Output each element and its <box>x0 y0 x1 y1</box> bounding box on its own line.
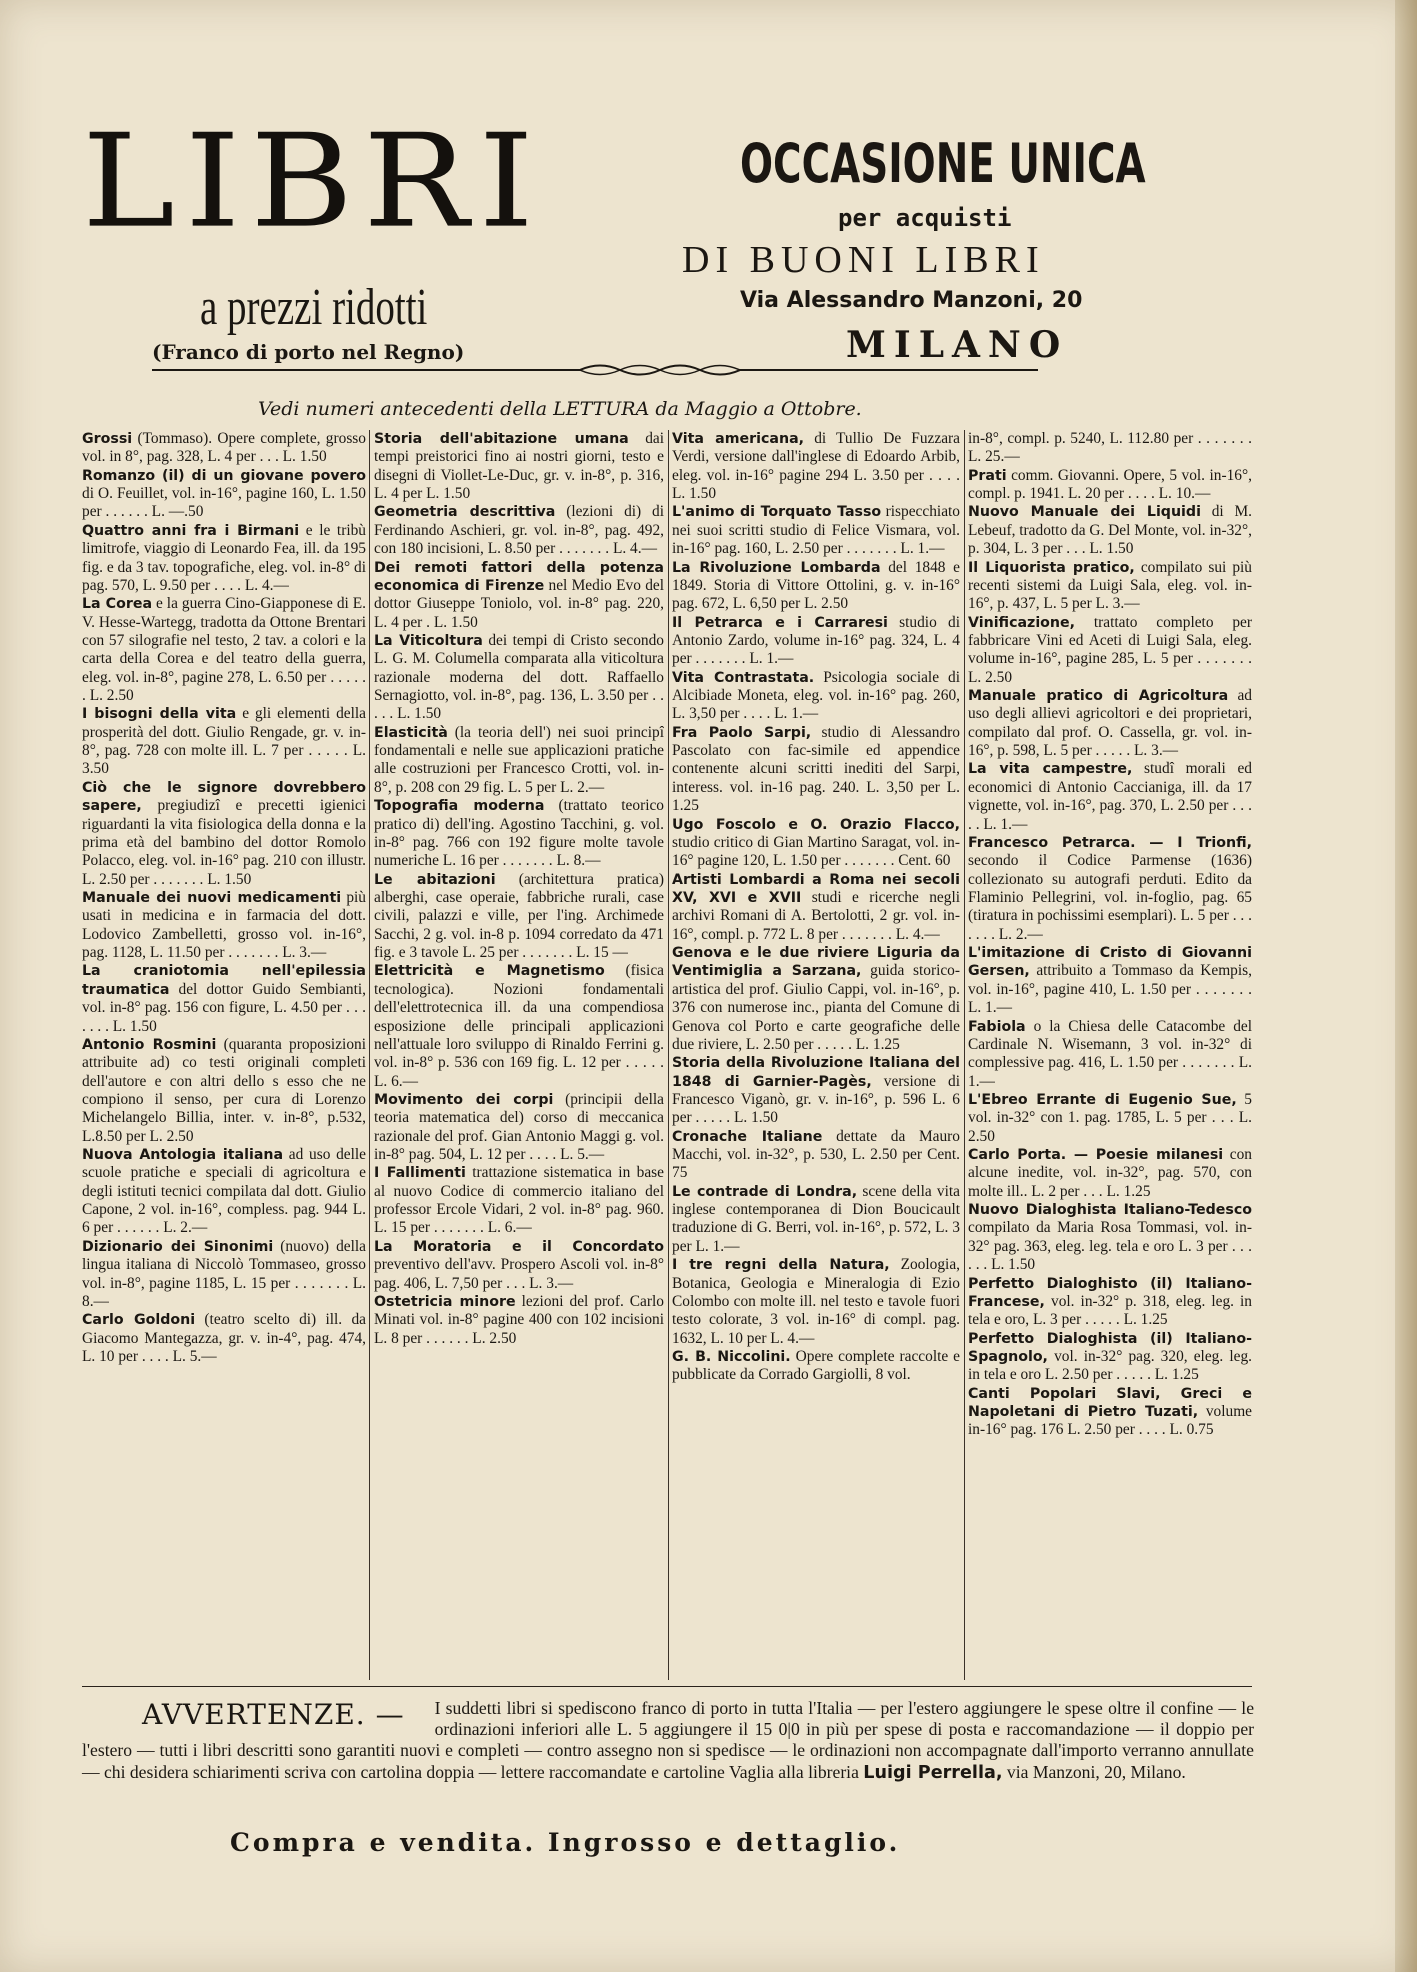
book-title: Il Petrarca e i Carraresi <box>672 614 888 631</box>
column-3 <box>672 430 960 1678</box>
book-entry <box>968 1330 1252 1385</box>
book-entry <box>672 1128 960 1183</box>
book-entry <box>672 944 960 1054</box>
book-description: compilato da Maria Rosa Tommasi, vol. in-32° pag. 363, eleg. leg. tela e oro L. 3 per . . . . . . L. 1.50 <box>968 1219 1252 1274</box>
book-entry <box>968 430 1252 467</box>
book-entry <box>672 669 960 724</box>
book-entry <box>374 1293 664 1348</box>
book-description: dei tempi di Cristo secondo L. G. M. Columella comparata alla viticoltura razionale moderna del dott. Raffaello Sernagiotto, vol. in-8°, pag. 136, L. 3.50 per . . . . . L. 1.50 <box>374 631 664 723</box>
book-description: studio di Antonio Zardo, volume in-16° pag. 324, L. 4 per . . . . . . . L. 1.— <box>672 613 960 668</box>
book-description: dettate da Mauro Macchi, vol. in-32°, p. 530, L. 2.50 per Cent. 75 <box>672 1127 960 1182</box>
book-entry <box>968 1091 1252 1146</box>
ornament-divider <box>580 359 740 381</box>
book-description: (principii della teoria matematica del) corso di meccanica razionale del prof. Gian Antonio Maggi g. vol. in-8° pag. 504, L. 12 per . . . . L. 5.— <box>374 1090 664 1164</box>
book-description: attribuito a Tommaso da Kempis, vol. in-16°, pagine 410, L. 1.50 per . . . . . . . L. 1.— <box>968 962 1252 1017</box>
book-title: La Corea <box>82 596 153 613</box>
book-description: ad uso delle scuole pratiche e speciali di agricoltura e degli istituti tecnici compilata dal dott. Giulio Capone, 2 vol. in-16°, compless. pag. 944 L. 6 per . . . . . . L. 2.— <box>82 1146 366 1237</box>
book-entry <box>672 871 960 944</box>
book-entry <box>968 467 1252 504</box>
book-entry <box>82 1036 366 1146</box>
column-divider <box>668 430 669 1680</box>
book-entry <box>374 430 664 503</box>
book-title: Il Liquorista pratico, <box>968 559 1135 576</box>
book-entry <box>82 705 366 778</box>
compra-vendita: Compra e vendita. Ingrosso e dettaglio. <box>230 1828 901 1857</box>
book-description: di O. Feuillet, vol. in-16°, pagine 160, L. 1.50 per . . . . . . L. —.50 <box>82 485 366 521</box>
book-description: (architettura pratica) alberghi, case operaie, fabbriche rurali, case civili, palazzi e ville, per l'ing. Archimede Sacchi, 2 g. vol. in-8 p. 1094 corredato da 471 fig. e 3 tavole L. 25 per . . . . . . . L. 15 — <box>374 870 664 962</box>
book-description: studi e ricerche negli archivi Romani di A. Bertolotti, 2 gr. vol. in-16°, compl. p. 772 L. 8 per . . . . . . . L. 4.— <box>672 888 960 943</box>
book-entry <box>374 503 664 558</box>
book-description: ad uso degli allievi agricoltori e dei proprietari, compilato dal prof. O. Cassella, gr. vol. in-16°, p. 598, L. 5 per . . . . . L. 3.— <box>968 687 1252 760</box>
book-entry <box>968 1146 1252 1201</box>
book-entry <box>374 1164 664 1237</box>
book-entry <box>672 614 960 669</box>
book-entry <box>968 503 1252 558</box>
page-fold-edge <box>1395 0 1417 1972</box>
book-title: Fra Paolo Sarpi, <box>672 724 812 741</box>
book-entry <box>672 503 960 558</box>
book-description: (teatro scelto di) ill. da Giacomo Mantegazza, gr. v. in-4°, pag. 474, L. 10 per . . . . L. 5.— <box>82 1311 366 1365</box>
book-description: studio di Alessandro Pascolato con fac-simile ed appendice contenente alcuni scritti inediti del Sarpi, interess. vol. in-16 pag. 240. L. 3,50 per L. 1.25 <box>672 723 960 815</box>
book-title: Quattro anni fra i Birmani <box>82 522 300 539</box>
bottom-rule <box>82 1686 1252 1687</box>
book-description: con alcune inedite, vol. in-32°, pag. 570, con molte ill.. L. 2 per . . . L. 1.25 <box>968 1146 1252 1200</box>
book-entry <box>968 834 1252 944</box>
book-entry <box>82 1146 366 1238</box>
book-title: Movimento dei corpi <box>374 1091 554 1108</box>
avvertenze-block <box>82 1698 1254 1784</box>
book-description: Psicologia sociale di Alcibiade Moneta, eleg. vol. in-16° pag. 260, L. 3,50 per . . . . L. 1.— <box>672 668 960 723</box>
book-description: studio critico di Gian Martino Saragat, vol. in-16° pagine 120, L. 1.50 per . . . . . . . Cent. 60 <box>672 833 960 870</box>
masthead-franco: (Franco di porto nel Regno) <box>152 340 465 364</box>
book-entry <box>968 614 1252 687</box>
avvertenze-text-a: I suddetti libri si spediscono franco di porto in tutta l'Italia — per l'estero aggiungere le spese oltre il confine — le ordinazioni inferiori alle L. 5 aggiungere il 15 0|0 in più per spese di posta e raccomandazione — il doppio per l'estero — tutti i libri descritti sono garantiti nuovi e completi — contro assegno non si spedisce — le ordinazioni non accompagnate dall'importo verranno annullate — chi desidera schiarimenti scriva con cartolina doppia — lettere raccomandate e cartoline Vaglia alla libreria <box>82 1698 1254 1782</box>
book-title: Perfetto Dialoghisto (il) Italiano-Francese, <box>968 1275 1252 1310</box>
book-entry <box>968 687 1252 760</box>
book-title: Ostetricia minore <box>374 1293 516 1310</box>
book-entry <box>374 559 664 632</box>
book-entry <box>672 724 960 816</box>
book-title: Genova e le due riviere Liguria da Ventimiglia a Sarzana, <box>672 945 960 980</box>
book-entry <box>82 1238 366 1311</box>
book-title: Artisti Lombardi a Roma nei secoli XV, XVI e XVII <box>672 871 960 906</box>
book-description: o la Chiesa delle Catacombe del Cardinale N. Wisemann, 3 vol. in-32° di complessive pag. 416, L. 1.50 per . . . . . . . L. 1.— <box>968 1017 1252 1090</box>
book-title: L'imitazione di Cristo di Giovanni Gersen, <box>968 945 1252 980</box>
book-description: studî morali ed economici di Antonio Caccianiga, ill. da 17 vignette, vol. in-16°, pag. 370, L. 2.50 per . . . . . L. 1.— <box>968 760 1252 833</box>
book-title: La craniotomia nell'epilessia traumatica <box>82 963 366 998</box>
book-description: scene della vita inglese contemporanea di Dion Boucicault traduzione di G. Berri, vol. in-16°, p. 572, L. 3 per L. 1.— <box>672 1182 960 1255</box>
book-description: (nuovo) della lingua italiana di Niccolò Tommaseo, grosso vol. in-8°, pagine 1185, L. 15 per . . . . . . . L. 8.— <box>82 1237 366 1310</box>
book-title: Geometria descrittiva <box>374 504 556 521</box>
book-entry <box>374 797 664 870</box>
column-divider <box>964 430 965 1680</box>
book-entry <box>374 1238 664 1293</box>
book-title: Storia dell'abitazione umana <box>374 431 629 447</box>
book-entry <box>968 559 1252 614</box>
header-rule-right <box>738 369 1038 371</box>
book-description: lezioni del prof. Carlo Minati vol. in-8° pagine 400 con 102 incisioni L. 8 per . . . . . . L. 2.50 <box>374 1292 664 1347</box>
book-title: Romanzo (il) di un giovane povero <box>82 467 366 484</box>
headline-per-acquisti: per acquisti <box>838 204 1012 232</box>
book-title: Storia della Rivoluzione Italiana del 1848 di Garnier-Pagès, <box>672 1055 960 1090</box>
book-description: e la guerra Cino-Giapponese di E. V. Hesse-Wartegg, tradotta da Ottone Brentari con 57 silografie nel testo, 2 tav. a colori e la carta della Corea e del teatro della guerra, eleg. vol. in-8°, pagine 278, L. 6.50 per . . . . . . L. 2.50 <box>82 595 366 705</box>
book-description: vol. in-32° p. 318, eleg. leg. in tela e oro, L. 3 per . . . . . L. 1.25 <box>968 1292 1252 1329</box>
book-title: Grossi <box>82 431 133 447</box>
book-description: trattazione sistematica in base al nuovo Codice di commercio italiano del professor Ercole Vidari, 2 vol. in-8° pag. 960. L. 15 per . . . . . . . L. 6.— <box>374 1164 664 1237</box>
shop-city: MILANO <box>846 324 1069 366</box>
book-title: Dei remoti fattori della potenza economica di Firenze <box>374 559 664 594</box>
masthead-prezzi: a prezzi ridotti <box>200 279 428 336</box>
book-title: Vinificazione, <box>968 614 1076 631</box>
column-1 <box>82 430 366 1678</box>
book-title: Manuale pratico di Agricoltura <box>968 688 1229 705</box>
book-title: Vita americana, <box>672 431 805 447</box>
book-description: vol. in-32° pag. 320, eleg. leg. in tela e oro L. 2.50 per . . . . . L. 1.25 <box>968 1347 1252 1384</box>
book-description: versione di Francesco Viganò, gr. v. in-16°, p. 596 L. 6 per . . . . . L. 1.50 <box>672 1072 960 1127</box>
book-entry <box>82 430 366 467</box>
book-entry <box>672 816 960 871</box>
book-title: Carlo Porta. — Poesie milanesi <box>968 1147 1224 1164</box>
book-description: guida storico-artistica del prof. Giulio Cappi, vol. in-16°, p. 376 con numerose inc., pianta del Comune di Genova col Porto e carte geografiche delle due riviere, L. 2.50 per . . . . . L. 1.25 <box>672 962 960 1053</box>
book-title: Nuovo Manuale dei Liquidi <box>968 504 1201 521</box>
book-title: Elasticità <box>374 724 448 741</box>
book-entry <box>968 944 1252 1017</box>
book-description: secondo il Codice Parmense (1636) collezionato su autografi perduti. Edito da Flaminio Pellegrini, vol. in-foglio, pag. 65 (tiratura in pochissimi esemplari). L. 5 per . . . . . . . L. 2.— <box>968 852 1252 943</box>
book-title: Ugo Foscolo e O. Orazio Flacco, <box>672 816 960 833</box>
book-entry <box>82 522 366 595</box>
book-description: (trattato teorico pratico di) dell'ing. Agostino Tacchini, g. vol. in-8° pag. 766 con 192 figure molte tavole numeriche L. 16 per . . . . . . . L. 8.— <box>374 797 664 870</box>
book-description: Zoologia, Botanica, Geologia e Mineralogia di Ezio Colombo con molte ill. nel testo e tavole fuori testo colorate, 3 vol. in-16° di compl. pag. 1632, L. 10 per L. 4.— <box>672 1256 960 1347</box>
book-title: Vita Contrastata. <box>672 669 815 686</box>
book-description: (la teoria dell') nei suoi principî fondamentali e nelle sue applicazioni pratiche alle costruzioni per Francesco Crotti, vol. in-8°, p. 208 con 29 fig. L. 5 per L. 2.— <box>374 723 664 796</box>
book-description: pregiudizî e precetti igienici riguardanti la vita fisiologica della donna e la prima età del bambino del dottor Romolo Polacco, eleg. vol. in-16° pag. 210 con illustr. L. 2.50 per . . . . . . . L. 1.50 <box>82 797 366 888</box>
book-description: e gli elementi della prosperità del dott. Giulio Rengade, gr. v. in-8°, pag. 728 con molte ill. L. 7 per . . . . . L. 3.50 <box>82 705 366 778</box>
book-title: Le contrade di Londra, <box>672 1183 858 1200</box>
book-entry <box>374 962 664 1091</box>
book-entry <box>82 467 366 522</box>
book-title: Dizionario dei Sinonimi <box>82 1238 274 1255</box>
book-entry <box>374 871 664 963</box>
book-description: nel Medio Evo del dottor Giuseppe Toniolo, vol. in-8° pag. 220, L. 4 per . L. 1.50 <box>374 576 664 631</box>
book-title: G. B. Niccolini. <box>672 1348 791 1365</box>
book-title: La vita campestre, <box>968 761 1133 778</box>
header-rule-left <box>152 369 582 371</box>
book-description: in-8°, compl. p. 5240, L. 112.80 per . . . . . . . L. 25.— <box>968 430 1252 466</box>
book-entry <box>82 779 366 889</box>
book-entry <box>672 1054 960 1127</box>
book-entry <box>672 1348 960 1385</box>
book-title: Manuale dei nuovi medicamenti <box>82 889 342 906</box>
book-entry <box>968 1275 1252 1330</box>
book-description: Opere complete raccolte e pubblicate da Corrado Gargiolli, 8 vol. <box>672 1347 960 1384</box>
book-description: del dottor Guido Sembianti, vol. in-8° pag. 156 con figure, L. 4.50 per . . . . . . . L. 1.50 <box>82 980 366 1035</box>
book-description: (lezioni di) di Ferdinando Aschieri, gr. vol. in-8°, pag. 492, con 180 incisioni, L. 8.50 per . . . . . . . L. 4.— <box>374 503 664 558</box>
book-description: più usati in medicina e in farmacia del dott. Lodovico Zambelletti, grosso vol. in-16°, pag. 1128, L. 11.50 per . . . . . . . L. 3.— <box>82 888 366 962</box>
book-entry <box>82 595 366 705</box>
book-title: I tre regni della Natura, <box>672 1257 890 1274</box>
book-description: rispecchiato nei suoi scritti studio di Felice Vismara, vol. in-16° pag. 160, L. 2.50 per . . . . . . . L. 1.— <box>672 503 960 558</box>
book-title: Elettricità e Magnetismo <box>374 963 605 980</box>
book-title: L'Ebreo Errante di Eugenio Sue, <box>968 1091 1237 1108</box>
avvertenze-title: AVVERTENZE. — <box>142 1698 405 1731</box>
book-title: Canti Popolari Slavi, Greci e Napoletani di Pietro Tuzati, <box>968 1385 1252 1421</box>
column-2 <box>374 430 664 1678</box>
book-description: di Tullio De Fuzzara Verdi, versione dall'inglese di Edoardo Arbib, eleg. vol. in-16° pagine 294 L. 3.50 per . . . . L. 1.50 <box>672 430 960 503</box>
book-entry <box>374 724 664 797</box>
book-entry <box>82 962 366 1035</box>
book-title: Topografia moderna <box>374 798 545 815</box>
column-4 <box>968 430 1252 1678</box>
book-title: Le abitazioni <box>374 871 496 888</box>
book-title: Francesco Petrarca. — I Trionfi, <box>968 834 1252 851</box>
shop-address: Via Alessandro Manzoni, 20 <box>740 288 1083 313</box>
book-entry <box>672 1256 960 1348</box>
book-entry <box>968 760 1252 833</box>
book-entry <box>672 559 960 614</box>
book-description: compilato sui più recenti sistemi da Luigi Sala, eleg. vol. in-16°, p. 437, L. 5 per L. 3.— <box>968 558 1252 613</box>
book-entry <box>968 1018 1252 1091</box>
book-title: Nuova Antologia italiana <box>82 1147 284 1164</box>
book-title: Ciò che le signore dovrebbero sapere, <box>82 779 366 815</box>
book-entry <box>82 889 366 962</box>
subtitle-vedi: Vedi numeri antecedenti della LETTURA da Maggio a Ottobre. <box>258 398 862 420</box>
book-description: e le tribù limitrofe, viaggio di Leonardo Fea, ill. da 195 fig. e da 3 tav. topografiche, eleg. vol. in-8° di pag. 570, L. 9.50 per . . . . L. 4.— <box>82 521 366 594</box>
book-entry <box>672 1183 960 1256</box>
headline-buoni-libri: DI BUONI LIBRI <box>682 239 1045 281</box>
book-title: Cronache Italiane <box>672 1128 823 1145</box>
book-description: (quaranta proposizioni attribuite ad) co testi originali completi dell'autore e con altri dello s esso che ne compiono il senso, per cura di Lorenzo Michelangelo Billia, inter. v. in-8°, p.532, L.8.50 per L. 2.50 <box>82 1035 366 1145</box>
book-entry <box>82 1311 366 1366</box>
avvertenze-text-b: via Manzoni, 20, Milano. <box>1002 1761 1186 1782</box>
masthead-libri: LIBRI <box>82 106 544 257</box>
book-title: Perfetto Dialoghista (il) Italiano-Spagnolo, <box>968 1330 1252 1365</box>
book-title: La Moratoria e il Concordato <box>374 1238 664 1255</box>
book-title: Antonio Rosmini <box>82 1036 217 1053</box>
book-title: I Fallimenti <box>374 1165 466 1182</box>
book-description: preventivo dell'avv. Prospero Ascoli vol. in-8° pag. 406, L. 7,50 per . . . L. 3.— <box>374 1256 664 1292</box>
book-entry <box>672 430 960 503</box>
avvertenze-shop: Luigi Perrella, <box>863 1762 1003 1783</box>
book-description: dai tempi preistorici fino ai nostri giorni, testo e disegni di Viollet-Le-Duc, gr. v. in-8°, p. 316, L. 4 per L. 1.50 <box>374 430 664 503</box>
book-description: comm. Giovanni. Opere, 5 vol. in-16°, compl. p. 1941. L. 20 per . . . . L. 10.— <box>968 466 1252 503</box>
book-description: volume in-16° pag. 176 L. 2.50 per . . . . L. 0.75 <box>968 1403 1252 1439</box>
book-title: L'animo di Torquato Tasso <box>672 504 882 521</box>
book-description: (fisica tecnologica). Nozioni fondamentali dell'elettrotecnica ill. da una compendiosa esposizione delle principali applicazioni nell'attuale loro sviluppo di Rinaldo Ferrini g. vol. in-8° p. 536 con 169 fig. L. 12 per . . . . . L. 6.— <box>374 962 664 1090</box>
book-description: del 1848 e 1849. Storia di Vittore Ottolini, g. v. in-16° pag. 672, L. 6,50 per L. 2.50 <box>672 558 960 613</box>
headline-occasione: OCCASIONE UNICA <box>740 132 1146 195</box>
book-title: Fabiola <box>968 1018 1026 1035</box>
book-entry <box>968 1201 1252 1274</box>
book-entry <box>374 632 664 724</box>
book-description: di M. Lebeuf, tradotto da G. Del Monte, vol. in-32°, p. 304, L. 3 per . . . L. 1.50 <box>968 503 1252 558</box>
book-title: La Viticoltura <box>374 632 483 649</box>
column-divider <box>369 430 370 1680</box>
book-description: (Tommaso). Opere complete, grosso vol. in 8°, pag. 328, L. 4 per . . . L. 1.50 <box>82 430 366 466</box>
book-entry <box>968 1385 1252 1440</box>
book-entry <box>374 1091 664 1164</box>
book-title: I bisogni della vita <box>82 706 237 723</box>
book-title: Prati <box>968 467 1007 484</box>
book-description: 5 vol. in-32° con 1. pag. 1785, L. 5 per . . . L. 2.50 <box>968 1090 1252 1145</box>
book-title: Nuovo Dialoghista Italiano-Tedesco <box>968 1202 1252 1219</box>
book-title: Carlo Goldoni <box>82 1312 196 1329</box>
book-description: trattato completo per fabbricare Vini ed Aceti di Luigi Sala, eleg. volume in-16°, pagine 285, L. 5 per . . . . . . . L. 2.50 <box>968 613 1252 686</box>
book-title: La Rivoluzione Lombarda <box>672 559 881 576</box>
